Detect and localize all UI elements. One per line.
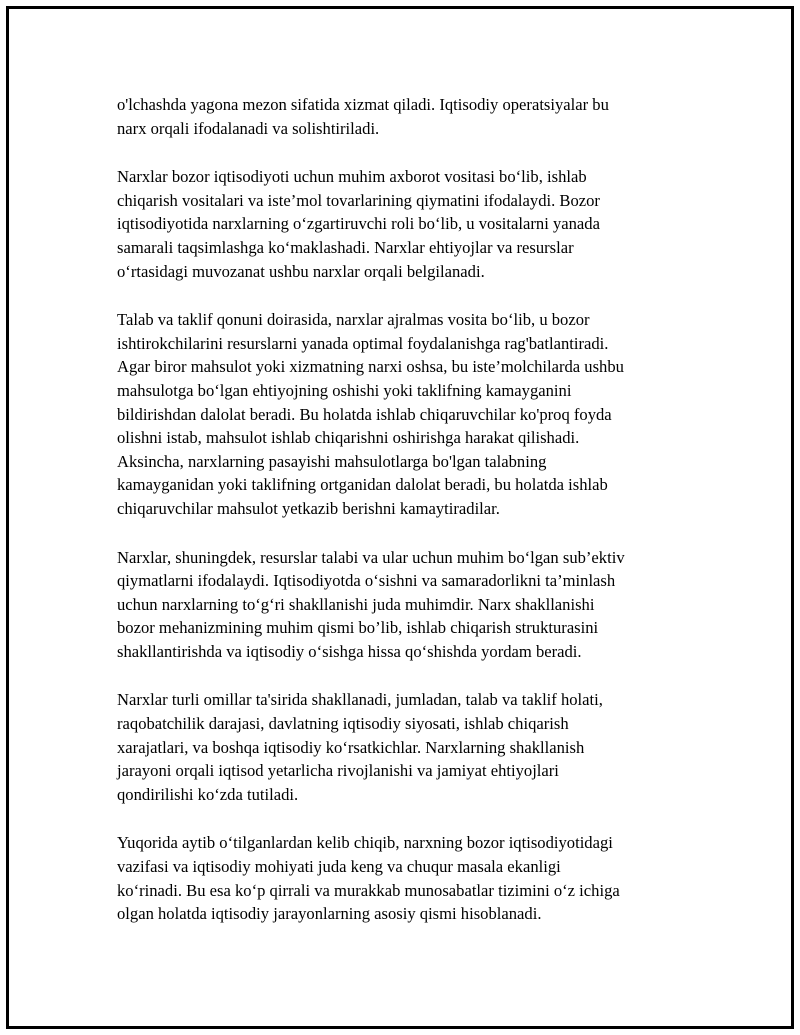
text-line: jarayoni orqali iqtisod yetarlicha rivojlanishi va jamiyat ehtiyojlari	[117, 761, 559, 781]
text-line: samarali taqsimlashga ko‘maklashadi. Narxlar ehtiyojlar va resurslar	[117, 237, 574, 257]
text-line: Narxlar, shuningdek, resurslar talabi va ular uchun muhim bo‘lgan sub’ektiv	[117, 547, 625, 567]
text-line: kamayganidan yoki taklifning ortganidan dalolat beradi, bu holatda ishlab	[117, 475, 608, 495]
text-line: Talab va taklif qonuni doirasida, narxlar ajralmas vosita bo‘lib, u bozor	[117, 310, 590, 330]
text-line: o'lchashda yagona mezon sifatida xizmat qiladi. Iqtisodiy operatsiyalar bu	[117, 95, 609, 114]
text-line: qiymatlarni ifodalaydi. Iqtisodiyotda o‘sishni va samaradorlikni ta’minlash	[117, 571, 616, 591]
text-line: bildirishdan dalolat beradi. Bu holatda ishlab chiqaruvchilar ko'proq foyda	[117, 404, 612, 424]
paragraph-1	[117, 93, 692, 140]
text-line: iqtisodiyotida narxlarning o‘zgartiruvchi roli bo‘lib, u vositalarni yanada	[117, 214, 600, 234]
text-line: qondirilishi ko‘zda tutiladi.	[117, 784, 299, 804]
text-line: raqobatchilik darajasi, davlatning iqtisodiy siyosati, ishlab chiqarish	[117, 714, 569, 734]
paragraph-4	[117, 546, 692, 664]
text-line: Agar biror mahsulot yoki xizmatning narxi oshsa, bu iste’molchilarda ushbu	[117, 357, 624, 377]
text-line: vazifasi va iqtisodiy mohiyati juda keng va chuqur masala ekanligi	[117, 857, 561, 877]
text-line: o‘rtasidagi muvozanat ushbu narxlar orqali belgilanadi.	[117, 261, 485, 281]
text-line: olishni istab, mahsulot ishlab chiqarishni oshirishga harakat qilishadi.	[117, 428, 580, 448]
text-line: chiqaruvchilar mahsulot yetkazib berishni kamaytiradilar.	[117, 498, 500, 518]
text-line: Aksincha, narxlarning pasayishi mahsulotlarga bo'lgan talabning	[117, 451, 547, 471]
text-line: Narxlar turli omillar ta'sirida shakllanadi, jumladan, talab va taklif holati,	[117, 690, 603, 710]
paragraph-3	[117, 308, 692, 520]
text-line: uchun narxlarning to‘g‘ri shakllanishi juda muhimdir. Narx shakllanishi	[117, 594, 595, 614]
paragraph-5	[117, 688, 692, 806]
text-line: shakllantirishda va iqtisodiy o‘sishga hissa qo‘shishda yordam beradi.	[117, 641, 582, 661]
text-line: narx orqali ifodalanadi va solishtiriladi.	[117, 118, 380, 138]
text-line: chiqarish vositalari va iste’mol tovarlarining qiymatini ifodalaydi. Bozor	[117, 190, 600, 210]
text-line: ishtirokchilarini resurslarni yanada optimal foydalanishga rag'batlantiradi.	[117, 333, 609, 353]
text-line: Narxlar bozor iqtisodiyoti uchun muhim axborot vositasi bo‘lib, ishlab	[117, 167, 587, 187]
text-line: Yuqorida aytib o‘tilganlardan kelib chiqib, narxning bozor iqtisodiyotidagi	[117, 833, 613, 853]
text-line: xarajatlari, va boshqa iqtisodiy ko‘rsatkichlar. Narxlarning shakllanish	[117, 737, 585, 757]
paragraph-2	[117, 165, 692, 283]
text-line: ko‘rinadi. Bu esa ko‘p qirrali va murakkab munosabatlar tizimini o‘z ichiga	[117, 880, 620, 900]
paragraph-6	[117, 831, 692, 925]
document-body	[117, 93, 692, 951]
text-line: bozor mehanizmining muhim qismi bo’lib, ishlab chiqarish strukturasini	[117, 618, 599, 638]
text-line: olgan holatda iqtisodiy jarayonlarning asosiy qismi hisoblanadi.	[117, 904, 542, 924]
text-line: mahsulotga bo‘lgan ehtiyojning oshishi yoki taklifning kamayganini	[117, 380, 572, 400]
